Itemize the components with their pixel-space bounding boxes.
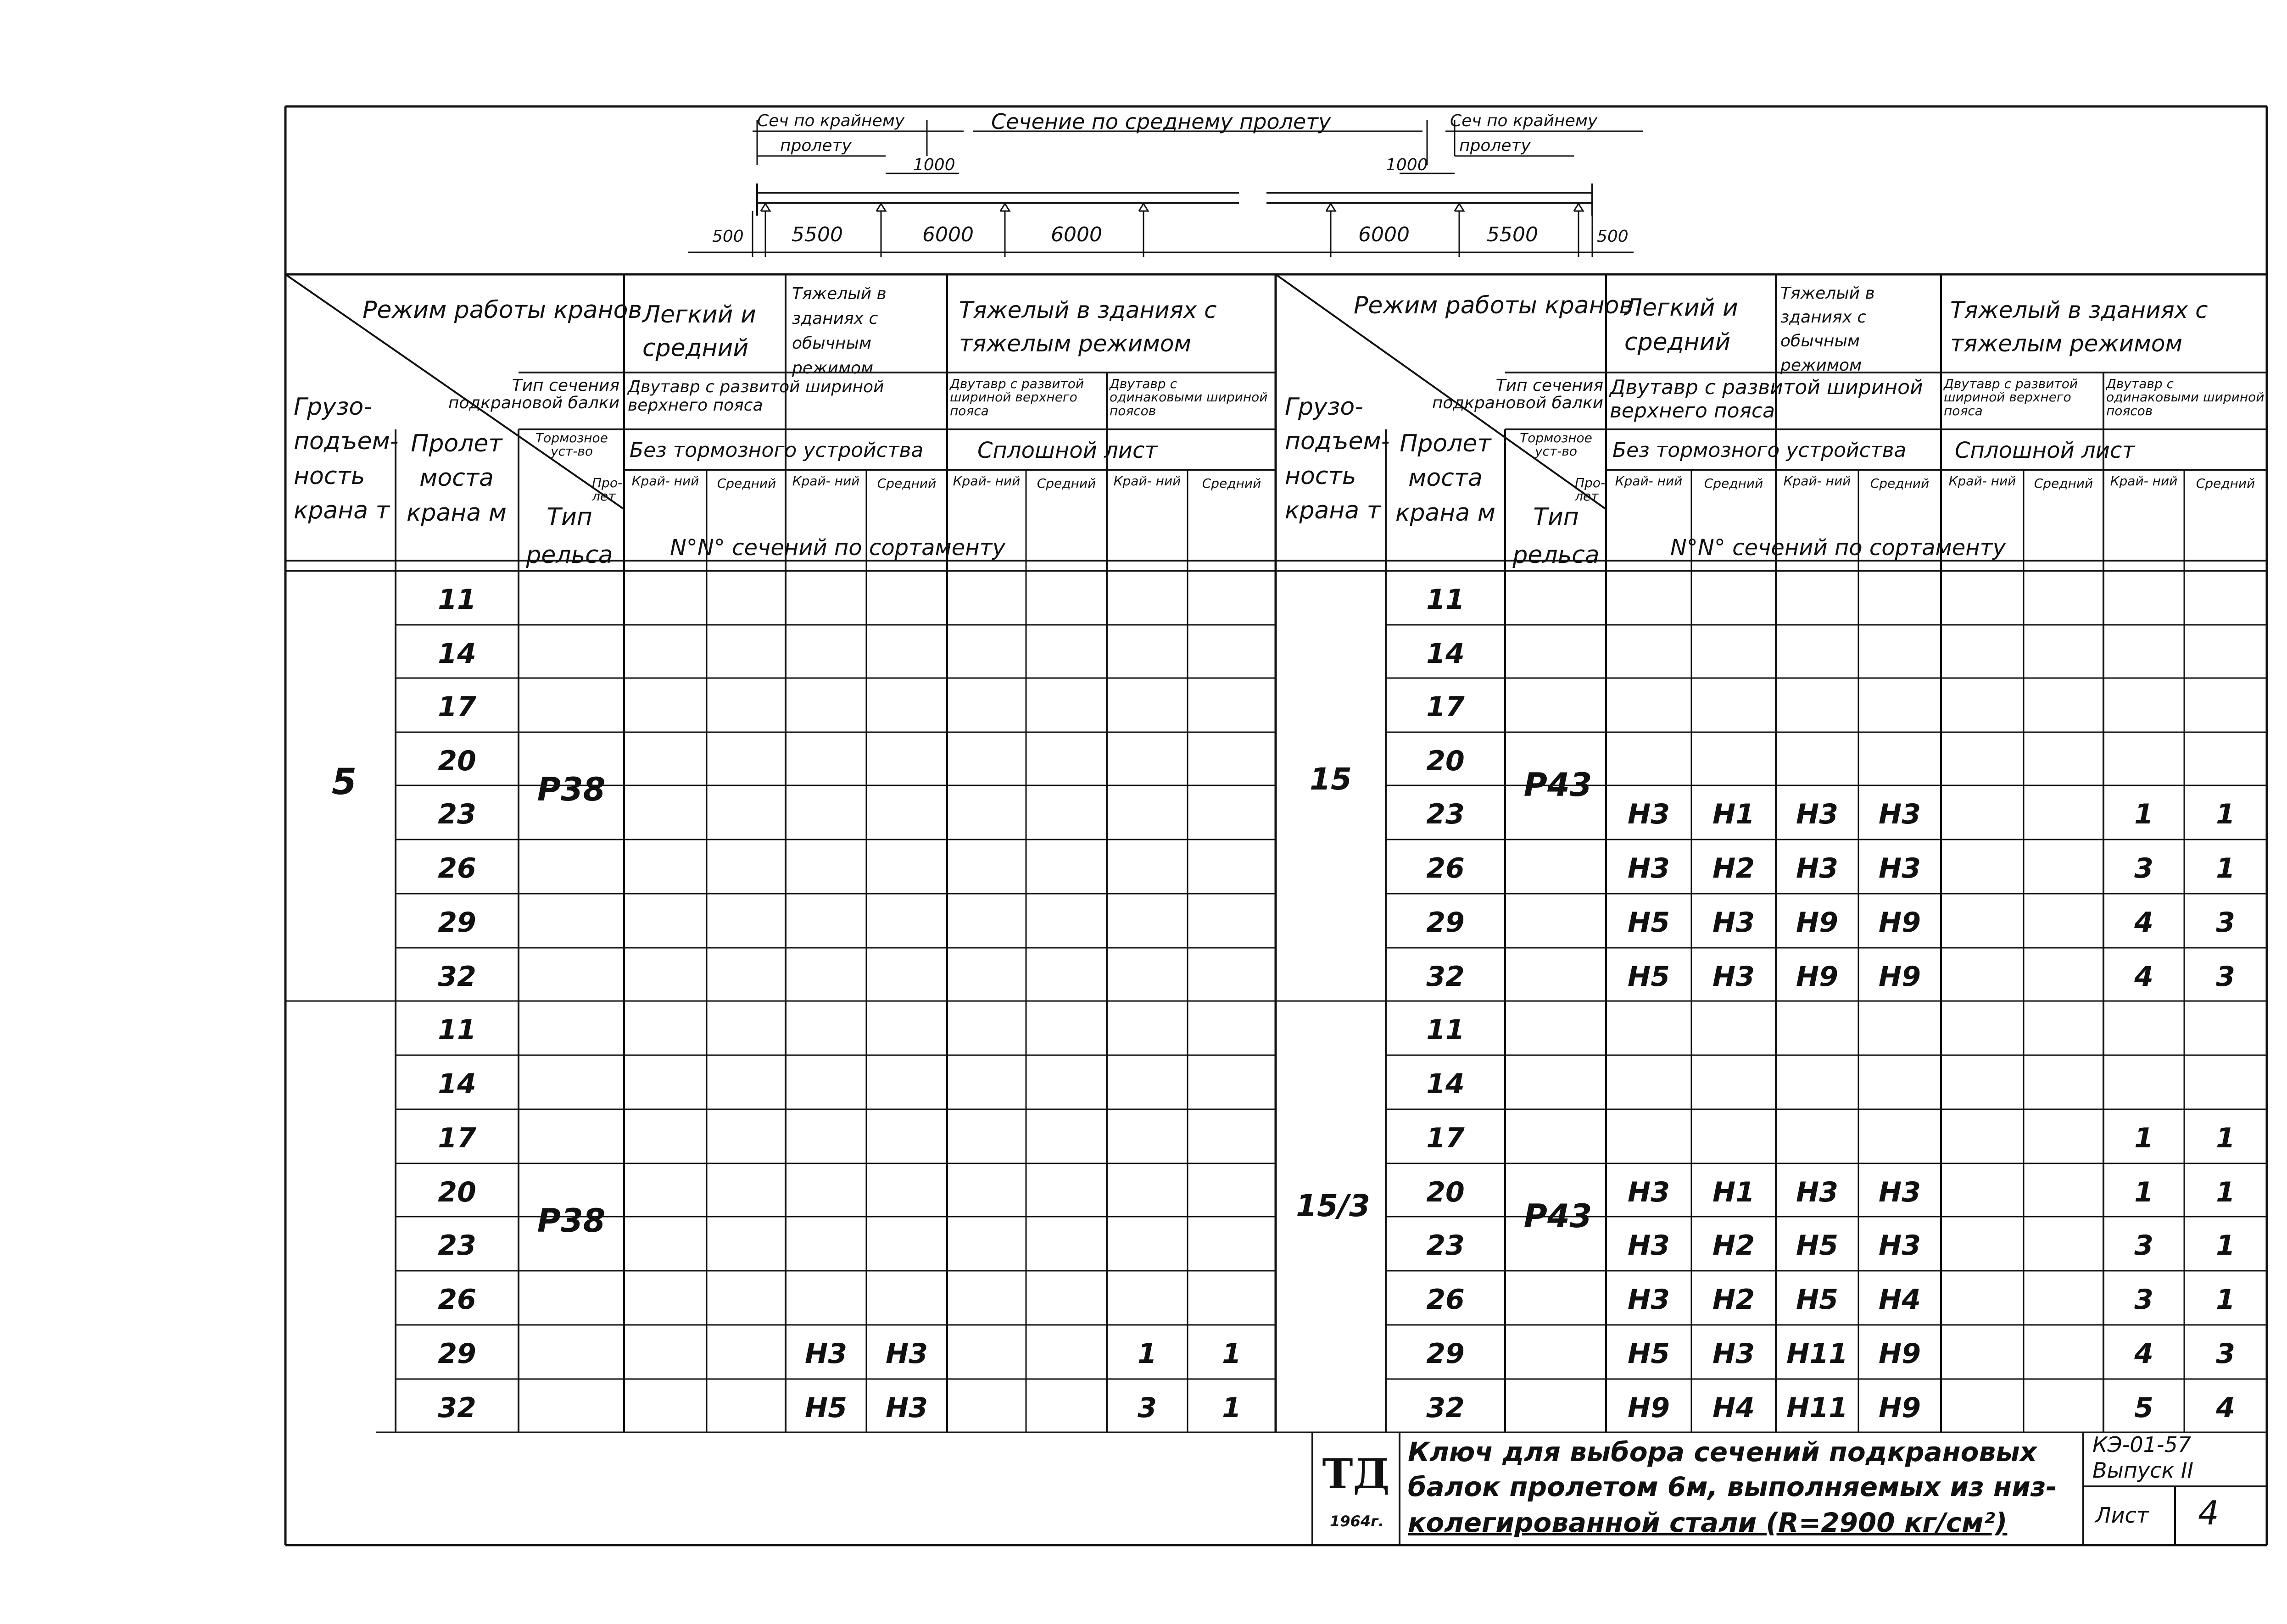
right-section-cell: 5 xyxy=(2134,1392,2153,1424)
right-section-cell: 3 xyxy=(2134,1229,2153,1262)
dim-500-left: 500 xyxy=(712,227,744,246)
title-line-2: балок пролетом 6м, выполняемых из низ- xyxy=(1408,1471,2057,1502)
right-section-cell: Н5 xyxy=(1796,1229,1838,1262)
right-section-cell: 3 xyxy=(2216,907,2235,939)
right-section-cell: 1 xyxy=(2216,1284,2235,1316)
td-logo: ТД xyxy=(1322,1450,1390,1498)
right-section-cell: Н5 xyxy=(1796,1284,1838,1316)
right-span-cell: 29 xyxy=(1426,907,1465,939)
left-col-edge-3: Край- ний xyxy=(953,473,1021,489)
right-section-cell: Н5 xyxy=(1628,961,1670,993)
right-section-cell: Н11 xyxy=(1786,1338,1848,1370)
right-group-2-capacity: 15/3 xyxy=(1296,1188,1370,1224)
right-span-cell: 20 xyxy=(1426,745,1465,777)
left-sections-label: N°N° сечений по сортаменту xyxy=(670,535,1006,561)
right-span-cell: 17 xyxy=(1426,691,1465,723)
right-col-edge-1: Край- ний xyxy=(1615,473,1683,489)
right-section-cell: Н3 xyxy=(1628,1229,1670,1262)
left-no-brake: Без тормозного устройства xyxy=(630,439,924,462)
right-dvutavr-top: Двутавр с развитой шириной верхнего пояса xyxy=(1610,376,1923,423)
left-col-edge-4: Край- ний xyxy=(1113,473,1181,489)
right-group-1-rail: Р43 xyxy=(1523,766,1592,804)
doc-code: КЭ-01-57 xyxy=(2092,1432,2192,1457)
right-heavy-normal: Тяжелый в зданиях с обычным режимом xyxy=(1780,284,1875,375)
right-section-cell: Н9 xyxy=(1796,907,1838,939)
right-section-cell: 3 xyxy=(2216,1338,2235,1370)
left-section-cell: 1 xyxy=(1138,1338,1157,1370)
right-section-cell: Н3 xyxy=(1796,798,1838,830)
right-brake: Тормозное уст-во xyxy=(1520,430,1592,459)
left-group-1-capacity: 5 xyxy=(331,762,357,803)
right-dvutavr-b: Двутавр с одинаковыми шириной поясов xyxy=(2106,376,2265,418)
right-span-cell: 14 xyxy=(1426,1068,1465,1100)
left-section-cell: Н3 xyxy=(805,1338,847,1370)
right-section-cell: Н3 xyxy=(1628,1176,1670,1208)
right-section-type: Тип сечения подкрановой балки xyxy=(1432,376,1603,412)
sheet-number: 4 xyxy=(2198,1494,2219,1532)
left-group-1-rail: Р38 xyxy=(537,771,606,808)
right-section-cell: Н3 xyxy=(1879,798,1921,830)
right-section-cell: Н3 xyxy=(1879,852,1921,884)
right-col-edge-2: Край- ний xyxy=(1783,473,1851,489)
right-section-cell: Н2 xyxy=(1712,1229,1755,1262)
dim-5500-left: 5500 xyxy=(792,223,843,246)
dim-1000-left: 1000 xyxy=(913,156,955,174)
left-span-cell: 26 xyxy=(438,852,476,884)
scheme-left-label-2: пролету xyxy=(780,136,852,155)
right-section-cell: Н9 xyxy=(1628,1392,1670,1424)
right-section-cell: 1 xyxy=(2134,1122,2153,1154)
right-section-cell: Н9 xyxy=(1879,1338,1921,1370)
right-section-cell: 1 xyxy=(2216,1176,2235,1208)
left-section-cell: Н3 xyxy=(886,1338,928,1370)
right-section-cell: Н9 xyxy=(1879,907,1921,939)
left-dvutavr-a: Двутавр с развитой шириной верхнего пояса xyxy=(950,376,1084,418)
left-heavy-normal: Тяжелый в зданиях с обычным режимом xyxy=(792,284,887,378)
left-span-cell: 20 xyxy=(438,1176,476,1208)
right-section-cell: Н3 xyxy=(1712,907,1755,939)
right-section-cell: Н11 xyxy=(1786,1392,1848,1424)
right-light: Легкий и средний xyxy=(1624,294,1738,356)
right-section-cell: Н2 xyxy=(1712,1284,1755,1316)
right-section-cell: 1 xyxy=(2216,1229,2235,1262)
right-section-cell: Н9 xyxy=(1796,961,1838,993)
left-section-cell: Н5 xyxy=(805,1392,847,1424)
left-section-type: Тип сечения подкрановой балки xyxy=(448,376,619,412)
scheme-right-label-2: пролету xyxy=(1459,136,1531,155)
right-section-cell: Н3 xyxy=(1628,1284,1670,1316)
left-section-cell: 3 xyxy=(1138,1392,1157,1424)
left-span-cell: 11 xyxy=(438,1014,476,1046)
right-span-cell: 32 xyxy=(1426,1392,1465,1424)
right-section-cell: 1 xyxy=(2216,852,2235,884)
sheet-label: Лист xyxy=(2095,1503,2149,1528)
left-span-cell: 23 xyxy=(438,1229,476,1262)
right-section-cell: Н9 xyxy=(1879,961,1921,993)
left-brake: Тормозное уст-во xyxy=(535,430,608,459)
right-section-cell: Н4 xyxy=(1712,1392,1755,1424)
right-section-cell: 3 xyxy=(2134,852,2153,884)
left-mode-title: Режим работы кранов xyxy=(363,296,642,324)
right-section-cell: 1 xyxy=(2216,1122,2235,1154)
left-rail-type: Тип рельса xyxy=(526,503,613,569)
scheme-left-label: Сеч по крайнему xyxy=(757,111,905,130)
scheme-right-label: Сеч по крайнему xyxy=(1450,111,1598,130)
left-span-cell: 32 xyxy=(438,961,476,993)
right-span-cell: 26 xyxy=(1426,852,1465,884)
right-section-cell: Н3 xyxy=(1712,1338,1755,1370)
left-col-middle-4: Средний xyxy=(1202,476,1261,491)
left-group-2-rail: Р38 xyxy=(537,1202,606,1240)
left-solid-sheet: Сплошной лист xyxy=(977,438,1158,463)
right-span-cell: 26 xyxy=(1426,1284,1465,1316)
left-span-cell: 32 xyxy=(438,1392,476,1424)
dim-6000-b: 6000 xyxy=(1051,223,1102,246)
right-span-cell: 17 xyxy=(1426,1122,1465,1154)
right-section-cell: 1 xyxy=(2216,798,2235,830)
left-span-cell: 23 xyxy=(438,798,476,830)
left-col-middle-2: Средний xyxy=(877,476,937,491)
left-span-cell: 29 xyxy=(438,1338,476,1370)
right-section-cell: 4 xyxy=(2134,1338,2153,1370)
right-capacity: Грузо- подъем- ность крана т xyxy=(1285,393,1390,525)
doc-issue: Выпуск II xyxy=(2092,1458,2194,1483)
right-section-cell: 3 xyxy=(2134,1284,2153,1316)
right-section-cell: Н5 xyxy=(1628,1338,1670,1370)
right-section-cell: 1 xyxy=(2134,1176,2153,1208)
right-span-cell: 11 xyxy=(1426,1014,1465,1046)
right-dvutavr-a: Двутавр с развитой шириной верхнего пояса xyxy=(1944,376,2078,418)
right-span-cell: 14 xyxy=(1426,638,1465,670)
right-col-middle-1: Средний xyxy=(1704,476,1763,491)
right-section-cell: Н3 xyxy=(1796,1176,1838,1208)
right-rail-type: Тип рельса xyxy=(1512,503,1600,569)
right-mode-title: Режим работы кранов xyxy=(1354,292,1634,319)
right-section-cell: Н3 xyxy=(1796,852,1838,884)
left-span-cell: 29 xyxy=(438,907,476,939)
right-section-cell: Н9 xyxy=(1879,1392,1921,1424)
left-crane-span: Пролет моста крана м xyxy=(407,430,507,527)
left-span-cell: 17 xyxy=(438,1122,476,1154)
right-section-cell: Н1 xyxy=(1712,798,1755,830)
right-span-cell: 11 xyxy=(1426,584,1465,616)
left-col-edge-2: Край- ний xyxy=(792,473,860,489)
right-sections-label: N°N° сечений по сортаменту xyxy=(1670,535,2006,561)
right-section-cell: 4 xyxy=(2134,907,2153,939)
right-section-cell: Н3 xyxy=(1628,798,1670,830)
dim-1000-right: 1000 xyxy=(1386,156,1428,174)
left-dvutavr-top: Двутавр с развитой шириной верхнего пояса xyxy=(628,378,884,415)
right-section-cell: Н3 xyxy=(1712,961,1755,993)
title-line-1: Ключ для выбора сечений подкрановых xyxy=(1408,1436,2037,1468)
right-col-edge-4: Край- ний xyxy=(2110,473,2178,489)
left-span-label: Про- лет xyxy=(592,475,623,504)
left-span-cell: 14 xyxy=(438,1068,476,1100)
right-group-1-capacity: 15 xyxy=(1310,762,1352,797)
right-section-cell: Н3 xyxy=(1879,1176,1921,1208)
right-no-brake: Без тормозного устройства xyxy=(1612,439,1907,462)
dim-6000-c: 6000 xyxy=(1358,223,1410,246)
left-span-cell: 20 xyxy=(438,745,476,777)
right-col-middle-3: Средний xyxy=(2034,476,2093,491)
right-heavy-heavy: Тяжелый в зданиях с тяжелым режимом xyxy=(1950,297,2208,357)
right-crane-span: Пролет моста крана м xyxy=(1395,430,1495,527)
right-section-cell: Н3 xyxy=(1879,1229,1921,1262)
scheme-middle-label: Сечение по среднему пролету xyxy=(991,109,1331,134)
dim-500-right: 500 xyxy=(1597,227,1629,246)
left-col-middle-3: Средний xyxy=(1037,476,1096,491)
right-col-middle-2: Средний xyxy=(1870,476,1930,491)
left-col-edge-1: Край- ний xyxy=(631,473,699,489)
right-section-cell: Н1 xyxy=(1712,1176,1755,1208)
dim-6000-a: 6000 xyxy=(922,223,974,246)
left-span-cell: 17 xyxy=(438,691,476,723)
left-light: Легкий и средний xyxy=(642,301,756,362)
td-year: 1964г. xyxy=(1330,1513,1384,1530)
right-section-cell: 4 xyxy=(2134,961,2153,993)
right-section-cell: Н5 xyxy=(1628,907,1670,939)
right-col-edge-3: Край- ний xyxy=(1948,473,2016,489)
right-group-2-rail: Р43 xyxy=(1523,1197,1592,1235)
right-section-cell: Н4 xyxy=(1879,1284,1921,1316)
right-span-cell: 29 xyxy=(1426,1338,1465,1370)
left-dvutavr-b: Двутавр с одинаковыми шириной поясов xyxy=(1110,376,1268,418)
right-section-cell: 3 xyxy=(2216,961,2235,993)
left-capacity: Грузо- подъем- ность крана т xyxy=(294,393,399,525)
right-section-cell: Н3 xyxy=(1628,852,1670,884)
left-section-cell: Н3 xyxy=(886,1392,928,1424)
right-section-cell: Н2 xyxy=(1712,852,1755,884)
left-col-middle-1: Средний xyxy=(717,476,776,491)
left-span-cell: 11 xyxy=(438,584,476,616)
left-section-cell: 1 xyxy=(1222,1392,1241,1424)
title-line-3: колегированной стали (R=2900 кг/см²) xyxy=(1408,1507,2008,1538)
dim-5500-right: 5500 xyxy=(1487,223,1538,246)
right-span-cell: 32 xyxy=(1426,961,1465,993)
right-span-label: Про- лет xyxy=(1575,475,1606,504)
right-section-cell: 1 xyxy=(2134,798,2153,830)
left-heavy-heavy: Тяжелый в зданиях с тяжелым режимом xyxy=(959,297,1217,357)
left-span-cell: 14 xyxy=(438,638,476,670)
left-section-cell: 1 xyxy=(1222,1338,1241,1370)
right-span-cell: 20 xyxy=(1426,1176,1465,1208)
right-solid-sheet: Сплошной лист xyxy=(1955,438,2135,463)
left-span-cell: 26 xyxy=(438,1284,476,1316)
right-span-cell: 23 xyxy=(1426,1229,1465,1262)
right-col-middle-4: Средний xyxy=(2196,476,2255,491)
right-section-cell: 4 xyxy=(2216,1392,2235,1424)
right-span-cell: 23 xyxy=(1426,798,1465,830)
